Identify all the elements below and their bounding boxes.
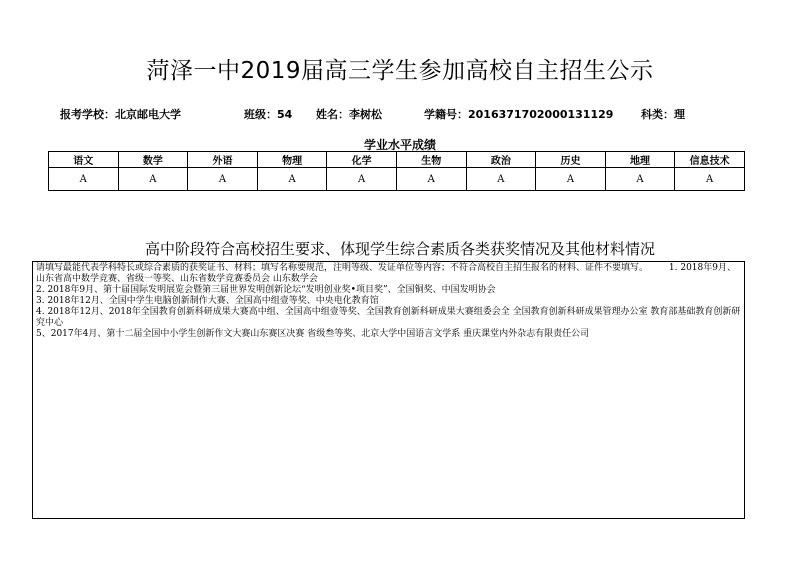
subject-header: 外语 bbox=[188, 152, 258, 168]
grades-header-row bbox=[49, 152, 745, 168]
class-label: 班级： bbox=[244, 108, 277, 121]
class-field bbox=[244, 106, 292, 122]
score-cell: A bbox=[675, 168, 745, 191]
award-item: 4. 2018年12月、2018年全国教育创新科研成果大赛高中组、全国高中组壹等奖、全国教育创新科研成果大赛组委会全 全国教育创新科研成果管理办公室 教育部基础教育创新研究中心 bbox=[36, 307, 741, 328]
subject-header: 化学 bbox=[327, 152, 397, 168]
score-cell: A bbox=[118, 168, 188, 191]
awards-heading: 高中阶段符合高校招生要求、体现学生综合素质各类获奖情况及其他材料情况 bbox=[144, 240, 655, 258]
name-label: 姓名： bbox=[316, 108, 349, 121]
subject-header: 政治 bbox=[466, 152, 536, 168]
subject-header: 历史 bbox=[536, 152, 606, 168]
class-value: 54 bbox=[277, 108, 293, 121]
award-item: 2. 2018年9月、第十届国际发明展览会暨第三届世界发明创新论坛“发明创业奖•项目奖”、全国铜奖、中国发明协会 bbox=[36, 285, 496, 295]
score-cell: A bbox=[257, 168, 327, 191]
subject-header: 生物 bbox=[396, 152, 466, 168]
subject-header: 地理 bbox=[605, 152, 675, 168]
award-item: 5、2017年4月、第十二届全国中小学生创新作文大赛山东赛区决赛 省级叁等奖、北京大学中国语言文学系 重庆课堂内外杂志有限责任公司 bbox=[36, 329, 590, 339]
subject-type-value: 理 bbox=[674, 108, 685, 121]
score-cell: A bbox=[188, 168, 258, 191]
awards-instruction: 请填写最能代表学科特长或综合素质的获奖证书、材料；填写名称要规范，注明等级、发证单位等内容；不符合高校自主招生报名的材料、证件不要填写。 bbox=[36, 263, 649, 273]
subject-header: 数学 bbox=[118, 152, 188, 168]
grades-table bbox=[48, 151, 745, 191]
score-cell: A bbox=[536, 168, 606, 191]
page-title: 菏泽一中2019届高三学生参加高校自主招生公示 bbox=[146, 58, 654, 84]
subject-header: 语文 bbox=[49, 152, 119, 168]
school-field bbox=[60, 106, 181, 122]
student-id-label: 学籍号： bbox=[424, 108, 468, 121]
name-value: 李树松 bbox=[349, 108, 382, 121]
student-id-value: 2016371702000131129 bbox=[468, 108, 614, 121]
subject-type-field bbox=[641, 106, 685, 122]
score-cell: A bbox=[49, 168, 119, 191]
grades-score-row bbox=[49, 168, 745, 191]
subject-header: 物理 bbox=[257, 152, 327, 168]
score-cell: A bbox=[605, 168, 675, 191]
subject-type-label: 科类： bbox=[641, 108, 674, 121]
student-id-field bbox=[424, 106, 613, 122]
awards-box bbox=[32, 261, 745, 519]
score-cell: A bbox=[327, 168, 397, 191]
subject-header: 信息技术 bbox=[675, 152, 745, 168]
grades-heading: 学业水平成绩 bbox=[363, 138, 436, 152]
name-field bbox=[316, 106, 382, 122]
score-cell: A bbox=[396, 168, 466, 191]
school-value: 北京邮电大学 bbox=[115, 108, 181, 121]
student-info-row bbox=[0, 106, 800, 122]
score-cell: A bbox=[466, 168, 536, 191]
award-item: 1. 2018年9月、山东省高中数学竞赛、省级一等奖、山东省数学竞赛委员会 山东数学会 bbox=[36, 263, 736, 284]
award-item: 3. 2018年12月、全国中学生电脑创新制作大赛、全国高中组壹等奖、中央电化教育馆 bbox=[36, 296, 379, 306]
school-label: 报考学校： bbox=[60, 108, 115, 121]
